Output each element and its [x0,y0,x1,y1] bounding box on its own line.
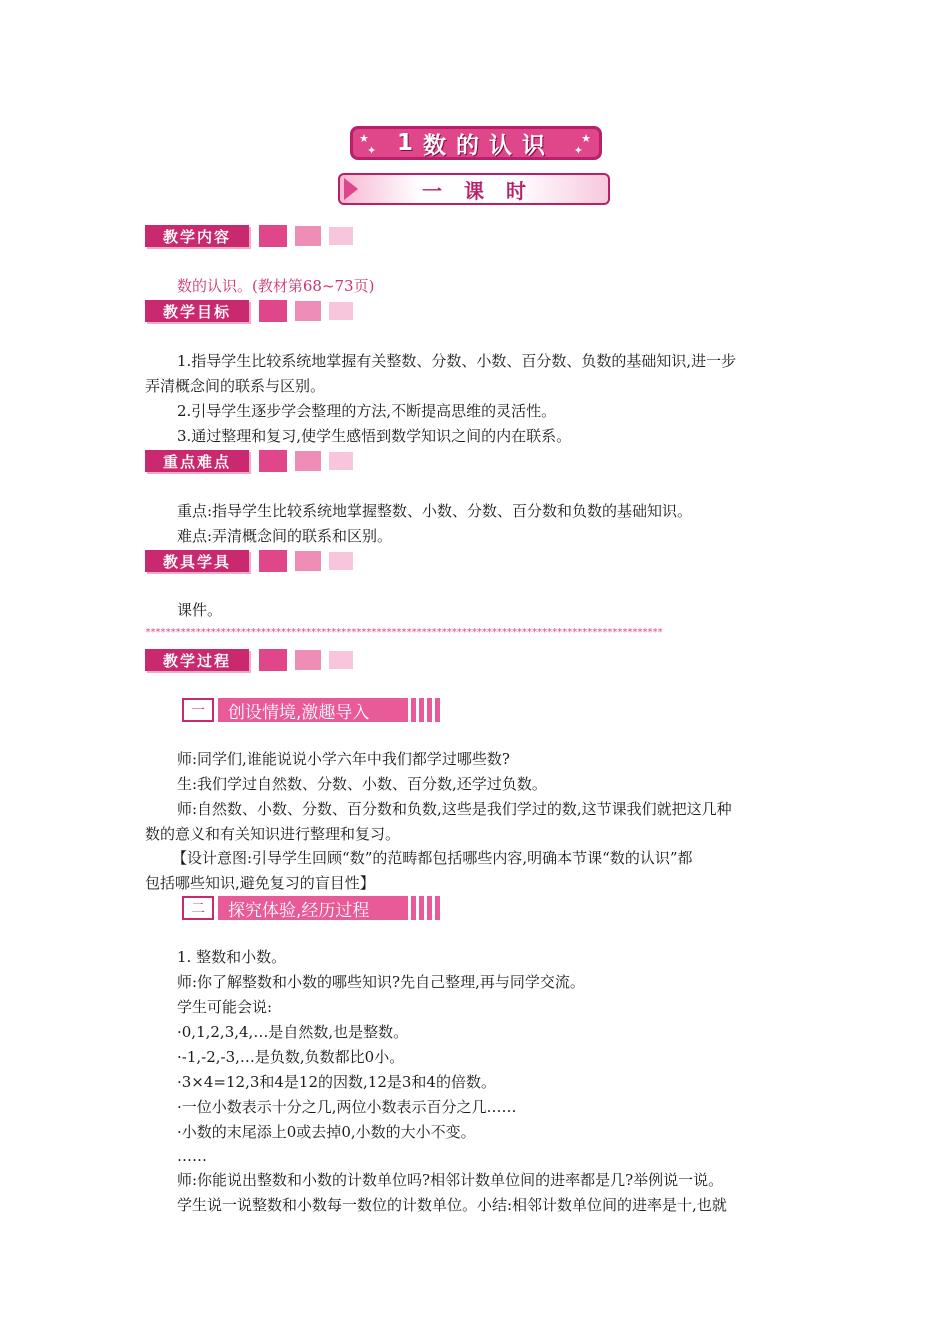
decor-square [329,227,353,245]
star-icon: ★ [581,132,591,145]
step2-line: 师:你能说出整数和小数的计数单位吗?相邻计数单位间的进率都是几?举例说一说。 [177,1171,724,1189]
step2-line: ·小数的末尾添上0或去掉0,小数的大小不变。 [177,1123,476,1141]
step1-line: 师:同学们,谁能说说小学六年中我们都学过哪些数? [177,750,510,768]
step-label: 创设情境,激趣导入 [228,702,370,723]
section-header-content [145,224,353,248]
decor-square [295,301,321,321]
goal-line: 2.引导学生逐步学会整理的方法,不断提高思维的灵活性。 [177,402,557,420]
page-subtitle: 一课时 [422,178,548,203]
step1-line: 师:自然数、小数、分数、百分数和负数,这些是我们学过的数,这节课我们就把这几种 [177,800,732,818]
section-header-tools [145,549,353,573]
decor-square [329,452,353,470]
step2-line: 1. 整数和小数。 [177,948,287,966]
step-banner-2 [182,895,442,921]
step1-line: 【设计意图:引导学生回顾“数”的范畴都包括哪些内容,明确本节课“数的认识”都 [172,849,693,867]
decor-square [259,649,287,671]
subtitle-banner [338,173,610,205]
tools-text: 课件。 [177,601,223,619]
step2-line: ·3×4=12,3和4是12的因数,12是3和4的倍数。 [177,1073,496,1091]
step1-line: 生:我们学过自然数、分数、小数、百分数,还学过负数。 [177,775,547,793]
step2-line: ·0,1,2,3,4,…是自然数,也是整数。 [177,1023,409,1041]
section-header-process [145,648,353,672]
step2-line: ·-1,-2,-3,…是负数,负数都比0小。 [177,1048,405,1066]
decor-square [295,226,321,246]
section-header-key-points [145,449,353,473]
decor-square [329,552,353,570]
star-icon: ✦ [367,144,377,157]
decor-square [329,651,353,669]
step1-line: 数的意义和有关知识进行整理和复习。 [145,825,401,843]
step-banner-1 [182,697,442,723]
key-point-line: 重点:指导学生比较系统地掌握整数、小数、分数、百分数和负数的基础知识。 [177,502,693,520]
decor-square [329,302,353,320]
decor-square [259,225,287,247]
page-title: 数的认识 [423,132,555,159]
decor-square [259,550,287,572]
section-label: 教具学具 [145,550,249,572]
decor-square [295,451,321,471]
star-icon: ✦ [573,144,583,157]
step2-line: …… [177,1147,207,1165]
decor-square [295,650,321,670]
decor-square [259,450,287,472]
star-icon: ★ [359,132,369,145]
star-divider: ******************************************************************************************************* [145,627,663,638]
step-bar [218,896,442,920]
goal-line: 3.通过整理和复习,使学生感悟到数学知识之间的内在联系。 [177,427,572,445]
stripe-decoration [408,896,442,920]
step-number: 一 [182,698,214,722]
key-point-line: 难点:弄清概念间的联系和区别。 [177,527,393,545]
step2-line: 学生说一说整数和小数每一数位的计数单位。小结:相邻计数单位间的进率是十,也就 [177,1196,727,1214]
step2-line: ·一位小数表示十分之几,两位小数表示百分之几…… [177,1098,517,1116]
step-number: 二 [182,896,214,920]
stripe-decoration [408,698,442,722]
decor-square [295,551,321,571]
title-number: 1 [396,130,423,156]
step1-line: 包括哪些知识,避免复习的盲目性】 [145,874,375,892]
ribbon-fold-icon [344,178,358,200]
decor-square [259,300,287,322]
title-banner [350,126,602,160]
step-bar [218,698,442,722]
step2-line: 学生可能会说: [177,998,273,1016]
step-label: 探究体验,经历过程 [228,900,370,921]
section-label: 教学内容 [145,225,249,247]
section-label: 重点难点 [145,450,249,472]
goal-line: 1.指导学生比较系统地掌握有关整数、分数、小数、百分数、负数的基础知识,进一步 [177,352,737,370]
section-label: 教学目标 [145,300,249,322]
section-label: 教学过程 [145,649,249,671]
goal-line: 弄清概念间的联系与区别。 [145,377,326,395]
section-header-goals [145,299,353,323]
step2-line: 师:你了解整数和小数的哪些知识?先自己整理,再与同学交流。 [177,973,585,991]
content-text: 数的认识。(教材第68~73页) [177,277,375,295]
